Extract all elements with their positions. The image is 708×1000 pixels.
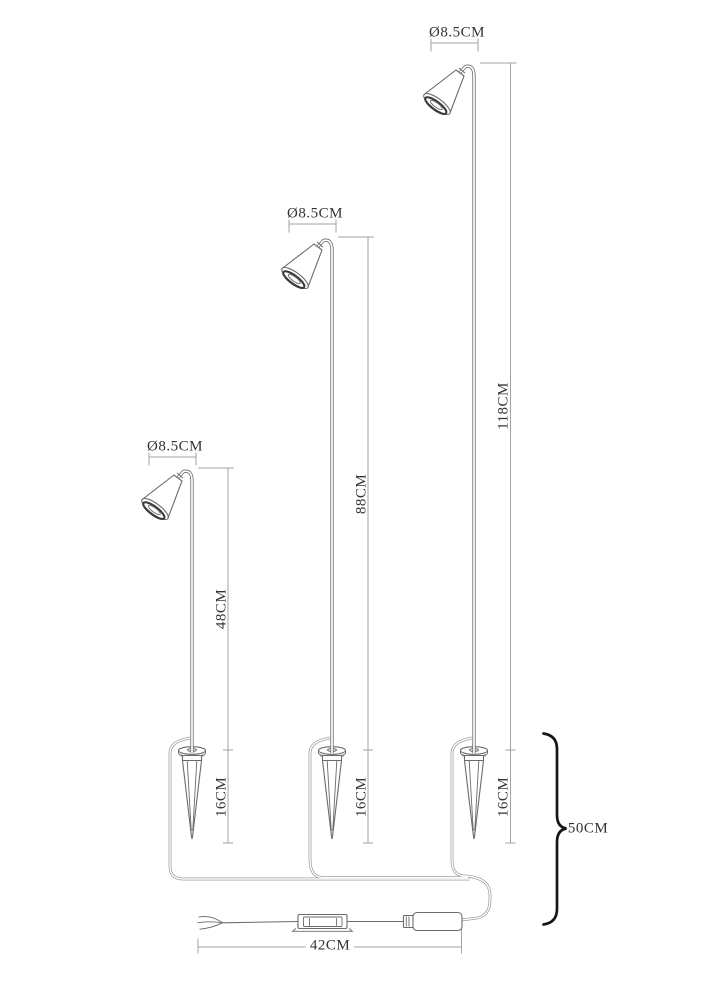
dim-label-height-small: 48CM (213, 588, 229, 630)
spike-icon (179, 747, 206, 839)
spike-icon (461, 747, 488, 839)
dim-label-spike-large: 16CM (495, 776, 512, 818)
dim-label-cable-length: 42CM (306, 939, 354, 954)
dim-label-height-medium: 88CM (353, 473, 369, 515)
lamp-88cm-head (279, 242, 323, 292)
dim-label-diameter-small: Ø8.5CM (147, 438, 203, 455)
lamp-48cm-head (139, 473, 183, 523)
brace-50cm (544, 734, 567, 925)
dim-label-spacing: 50CM (567, 820, 609, 837)
inline-switch (293, 915, 353, 932)
dim-label-spike-medium: 16CM (353, 776, 369, 818)
dim-label-diameter-medium: Ø8.5CM (287, 205, 343, 222)
dim-label-height-large: 118CM (495, 382, 512, 430)
power-driver (404, 913, 463, 931)
lamp-118cm-head (421, 68, 465, 118)
spike-icon (319, 747, 346, 839)
lamp-poles (178, 66, 474, 753)
dim-label-diameter-large: Ø8.5CM (429, 24, 485, 41)
dim-label-spike-small: 16CM (213, 776, 229, 818)
